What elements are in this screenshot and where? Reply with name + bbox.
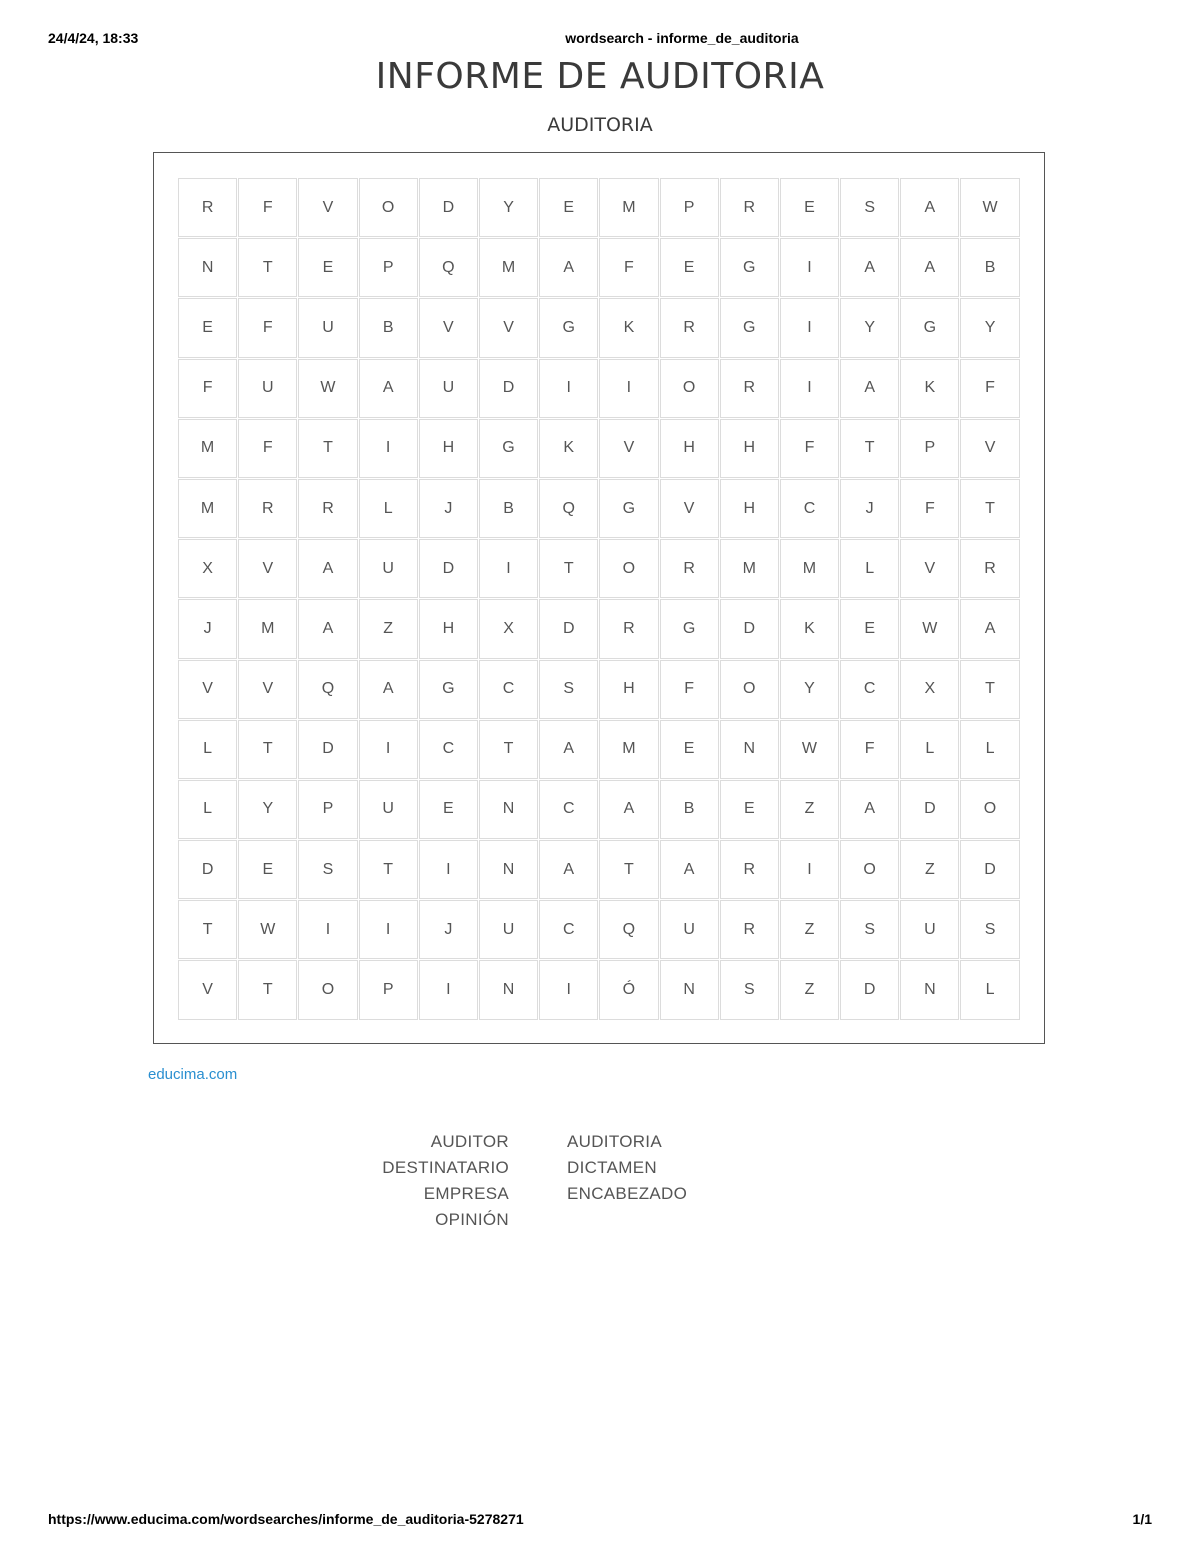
grid-cell[interactable]: G (900, 298, 959, 357)
grid-cell[interactable]: P (359, 960, 418, 1019)
grid-cell[interactable]: X (479, 599, 538, 658)
grid-cell[interactable]: A (539, 720, 598, 779)
grid-cell[interactable]: V (660, 479, 719, 538)
grid-cell[interactable]: A (840, 359, 899, 418)
grid-cell[interactable]: N (479, 840, 538, 899)
grid-cell[interactable]: C (840, 660, 899, 719)
grid-cell[interactable]: A (960, 599, 1019, 658)
grid-cell[interactable]: M (479, 238, 538, 297)
grid-cell[interactable]: D (419, 178, 478, 237)
grid-cell[interactable]: A (539, 238, 598, 297)
grid-cell[interactable]: U (359, 539, 418, 598)
grid-cell[interactable]: V (960, 419, 1019, 478)
grid-cell[interactable]: G (479, 419, 538, 478)
grid-cell[interactable]: K (599, 298, 658, 357)
grid-cell[interactable]: I (298, 900, 357, 959)
grid-cell[interactable]: S (720, 960, 779, 1019)
grid-cell[interactable]: A (840, 780, 899, 839)
grid-cell[interactable]: Y (780, 660, 839, 719)
word-list (300, 1132, 900, 1230)
grid-cell[interactable]: Z (359, 599, 418, 658)
grid-cell[interactable]: Z (780, 900, 839, 959)
grid-cell[interactable]: O (298, 960, 357, 1019)
grid-cell[interactable]: T (840, 419, 899, 478)
grid-cell[interactable]: V (479, 298, 538, 357)
grid-cell[interactable]: T (238, 238, 297, 297)
grid-cell[interactable]: F (840, 720, 899, 779)
grid-cell[interactable]: T (178, 900, 237, 959)
page-title: INFORME DE AUDITORIA (375, 56, 825, 97)
grid-cell[interactable]: Y (960, 298, 1019, 357)
grid-cell[interactable]: F (780, 419, 839, 478)
grid-cell[interactable]: Q (419, 238, 478, 297)
word-list-item: AUDITORIA (567, 1132, 662, 1151)
grid-cell[interactable]: T (539, 539, 598, 598)
grid-cell[interactable]: W (900, 599, 959, 658)
grid-cell[interactable]: F (238, 298, 297, 357)
grid-cell[interactable]: O (599, 539, 658, 598)
grid-cell[interactable]: J (419, 900, 478, 959)
grid-cell[interactable]: K (780, 599, 839, 658)
grid-cell[interactable]: L (178, 780, 237, 839)
grid-cell[interactable]: I (479, 539, 538, 598)
word-list-item (567, 1210, 767, 1230)
grid-cell[interactable]: M (720, 539, 779, 598)
grid-cell[interactable]: V (419, 298, 478, 357)
grid-cell[interactable]: T (599, 840, 658, 899)
grid-cell[interactable]: F (660, 660, 719, 719)
grid-cell[interactable]: T (298, 419, 357, 478)
grid-cell[interactable]: R (660, 298, 719, 357)
grid-cell[interactable]: D (720, 599, 779, 658)
grid-cell[interactable]: I (780, 359, 839, 418)
grid-cell[interactable]: I (599, 359, 658, 418)
grid-cell[interactable]: Z (900, 840, 959, 899)
grid-cell[interactable]: M (599, 178, 658, 237)
grid-cell[interactable]: D (479, 359, 538, 418)
print-page-number: 1/1 (1132, 1511, 1152, 1527)
grid-cell[interactable]: U (900, 900, 959, 959)
grid-cell[interactable]: J (840, 479, 899, 538)
grid-cell[interactable]: G (720, 238, 779, 297)
grid-cell[interactable]: A (359, 359, 418, 418)
grid-cell[interactable]: Z (780, 780, 839, 839)
grid-cell[interactable]: E (419, 780, 478, 839)
grid-cell[interactable]: V (298, 178, 357, 237)
word-list-item: AUDITOR (430, 1132, 509, 1151)
grid-cell[interactable]: Y (840, 298, 899, 357)
grid-cell[interactable]: I (539, 960, 598, 1019)
grid-cell[interactable]: Z (780, 960, 839, 1019)
grid-cell[interactable]: H (419, 419, 478, 478)
grid-cell[interactable]: Ó (599, 960, 658, 1019)
grid-cell[interactable]: R (960, 539, 1019, 598)
grid-cell[interactable]: V (238, 539, 297, 598)
grid-cell[interactable]: F (238, 178, 297, 237)
word-search-grid (178, 178, 1021, 1021)
grid-cell[interactable]: G (539, 298, 598, 357)
grid-cell[interactable]: A (900, 238, 959, 297)
grid-cell[interactable]: G (419, 660, 478, 719)
grid-cell[interactable]: G (720, 298, 779, 357)
grid-cell[interactable]: J (178, 599, 237, 658)
grid-cell[interactable]: T (960, 660, 1019, 719)
print-datetime: 24/4/24, 18:33 (48, 30, 139, 46)
print-url: https://www.educima.com/wordsearches/informe_de_auditoria-5278271 (48, 1511, 524, 1527)
grid-cell[interactable]: A (599, 780, 658, 839)
word-list-item: OPINIÓN (435, 1210, 509, 1229)
grid-cell[interactable]: P (900, 419, 959, 478)
grid-cell[interactable]: S (840, 900, 899, 959)
grid-cell[interactable]: N (479, 960, 538, 1019)
grid-cell[interactable]: I (419, 840, 478, 899)
grid-cell[interactable]: A (660, 840, 719, 899)
grid-cell[interactable]: M (599, 720, 658, 779)
grid-cell[interactable]: D (840, 960, 899, 1019)
grid-cell[interactable]: I (359, 419, 418, 478)
grid-cell[interactable]: J (419, 479, 478, 538)
grid-cell[interactable]: I (419, 960, 478, 1019)
grid-cell[interactable]: C (539, 900, 598, 959)
grid-cell[interactable]: V (238, 660, 297, 719)
grid-cell[interactable]: H (660, 419, 719, 478)
word-list-item: DESTINATARIO (382, 1158, 509, 1177)
grid-cell[interactable]: P (298, 780, 357, 839)
grid-cell[interactable]: R (599, 599, 658, 658)
grid-cell[interactable]: N (900, 960, 959, 1019)
grid-cell[interactable]: O (660, 359, 719, 418)
grid-cell[interactable]: S (960, 900, 1019, 959)
grid-cell[interactable]: R (298, 479, 357, 538)
page-subtitle: AUDITORIA (547, 114, 653, 136)
grid-cell[interactable]: A (840, 238, 899, 297)
grid-cell[interactable]: F (178, 359, 237, 418)
grid-cell[interactable]: R (720, 359, 779, 418)
grid-cell[interactable]: K (539, 419, 598, 478)
grid-cell[interactable]: R (238, 479, 297, 538)
grid-cell[interactable]: O (840, 840, 899, 899)
grid-cell[interactable]: N (660, 960, 719, 1019)
grid-cell[interactable]: T (479, 720, 538, 779)
grid-cell[interactable]: R (720, 178, 779, 237)
grid-cell[interactable]: V (599, 419, 658, 478)
grid-cell[interactable]: T (238, 960, 297, 1019)
grid-cell[interactable]: N (479, 780, 538, 839)
grid-cell[interactable]: N (178, 238, 237, 297)
grid-cell[interactable]: S (539, 660, 598, 719)
grid-cell[interactable]: I (780, 238, 839, 297)
grid-cell[interactable]: E (238, 840, 297, 899)
grid-cell[interactable]: V (178, 660, 237, 719)
grid-cell[interactable]: F (900, 479, 959, 538)
grid-cell[interactable]: W (238, 900, 297, 959)
grid-cell[interactable]: U (479, 900, 538, 959)
grid-cell[interactable]: M (178, 479, 237, 538)
grid-cell[interactable]: R (178, 178, 237, 237)
grid-cell[interactable]: Y (238, 780, 297, 839)
grid-cell[interactable]: E (660, 720, 719, 779)
grid-cell[interactable]: N (720, 720, 779, 779)
grid-cell[interactable]: F (599, 238, 658, 297)
grid-cell[interactable]: H (720, 479, 779, 538)
grid-cell[interactable]: W (298, 359, 357, 418)
grid-cell[interactable]: C (780, 479, 839, 538)
grid-cell[interactable]: I (780, 298, 839, 357)
grid-cell[interactable]: D (960, 840, 1019, 899)
grid-cell[interactable]: C (419, 720, 478, 779)
grid-cell[interactable]: I (359, 900, 418, 959)
grid-cell[interactable]: O (720, 660, 779, 719)
grid-cell[interactable]: C (479, 660, 538, 719)
grid-cell[interactable]: S (298, 840, 357, 899)
grid-cell[interactable]: D (298, 720, 357, 779)
grid-cell[interactable]: Q (599, 900, 658, 959)
grid-cell[interactable]: F (238, 419, 297, 478)
grid-cell[interactable]: U (298, 298, 357, 357)
word-list-item: DICTAMEN (567, 1158, 657, 1177)
grid-cell[interactable]: O (359, 178, 418, 237)
grid-cell[interactable]: A (298, 539, 357, 598)
grid-cell[interactable]: U (419, 359, 478, 418)
grid-cell[interactable]: L (960, 720, 1019, 779)
grid-cell[interactable]: A (539, 840, 598, 899)
grid-cell[interactable]: A (298, 599, 357, 658)
grid-cell[interactable]: E (539, 178, 598, 237)
grid-cell[interactable]: Y (479, 178, 538, 237)
grid-cell[interactable]: B (479, 479, 538, 538)
grid-cell[interactable]: D (539, 599, 598, 658)
grid-cell[interactable]: W (780, 720, 839, 779)
grid-cell[interactable]: I (780, 840, 839, 899)
grid-cell[interactable]: A (359, 660, 418, 719)
grid-cell[interactable]: L (359, 479, 418, 538)
grid-cell[interactable]: I (359, 720, 418, 779)
grid-cell[interactable]: L (178, 720, 237, 779)
grid-cell[interactable]: U (359, 780, 418, 839)
grid-cell[interactable]: Q (298, 660, 357, 719)
grid-cell[interactable]: L (840, 539, 899, 598)
grid-cell[interactable]: P (660, 178, 719, 237)
word-list-item: EMPRESA (423, 1184, 509, 1203)
grid-cell[interactable]: D (900, 780, 959, 839)
grid-cell[interactable]: V (900, 539, 959, 598)
grid-cell[interactable]: G (660, 599, 719, 658)
grid-cell[interactable]: Q (539, 479, 598, 538)
grid-cell[interactable]: F (960, 359, 1019, 418)
grid-cell[interactable]: E (840, 599, 899, 658)
source-link[interactable]: educima.com (148, 1066, 238, 1083)
grid-cell[interactable]: H (419, 599, 478, 658)
grid-cell[interactable]: X (900, 660, 959, 719)
grid-cell[interactable]: M (178, 419, 237, 478)
grid-cell[interactable]: X (178, 539, 237, 598)
grid-cell[interactable]: W (960, 178, 1019, 237)
grid-cell[interactable]: L (960, 960, 1019, 1019)
word-list-item: ENCABEZADO (567, 1184, 688, 1203)
grid-cell[interactable]: G (599, 479, 658, 538)
grid-cell[interactable]: T (359, 840, 418, 899)
grid-cell[interactable]: T (960, 479, 1019, 538)
grid-cell[interactable]: K (900, 359, 959, 418)
print-doc-title: wordsearch - informe_de_auditoria (565, 30, 799, 46)
grid-cell[interactable]: U (660, 900, 719, 959)
grid-cell[interactable]: P (359, 238, 418, 297)
grid-cell[interactable]: O (960, 780, 1019, 839)
grid-cell[interactable]: A (900, 178, 959, 237)
grid-cell[interactable]: T (238, 720, 297, 779)
grid-cell[interactable]: U (238, 359, 297, 418)
grid-cell[interactable]: B (359, 298, 418, 357)
grid-cell[interactable]: R (660, 539, 719, 598)
grid-cell[interactable]: V (178, 960, 237, 1019)
grid-cell[interactable]: R (720, 840, 779, 899)
grid-cell[interactable]: E (178, 298, 237, 357)
grid-cell[interactable]: R (720, 900, 779, 959)
grid-cell[interactable]: L (900, 720, 959, 779)
grid-cell[interactable]: H (720, 419, 779, 478)
grid-cell[interactable]: H (599, 660, 658, 719)
grid-cell[interactable]: E (660, 238, 719, 297)
grid-cell[interactable]: D (419, 539, 478, 598)
grid-cell[interactable]: D (178, 840, 237, 899)
grid-cell[interactable]: S (840, 178, 899, 237)
grid-cell[interactable]: E (720, 780, 779, 839)
grid-cell[interactable]: E (298, 238, 357, 297)
grid-cell[interactable]: B (660, 780, 719, 839)
grid-cell[interactable]: C (539, 780, 598, 839)
grid-cell[interactable]: M (780, 539, 839, 598)
grid-cell[interactable]: E (780, 178, 839, 237)
grid-cell[interactable]: I (539, 359, 598, 418)
grid-cell[interactable]: M (238, 599, 297, 658)
grid-cell[interactable]: B (960, 238, 1019, 297)
